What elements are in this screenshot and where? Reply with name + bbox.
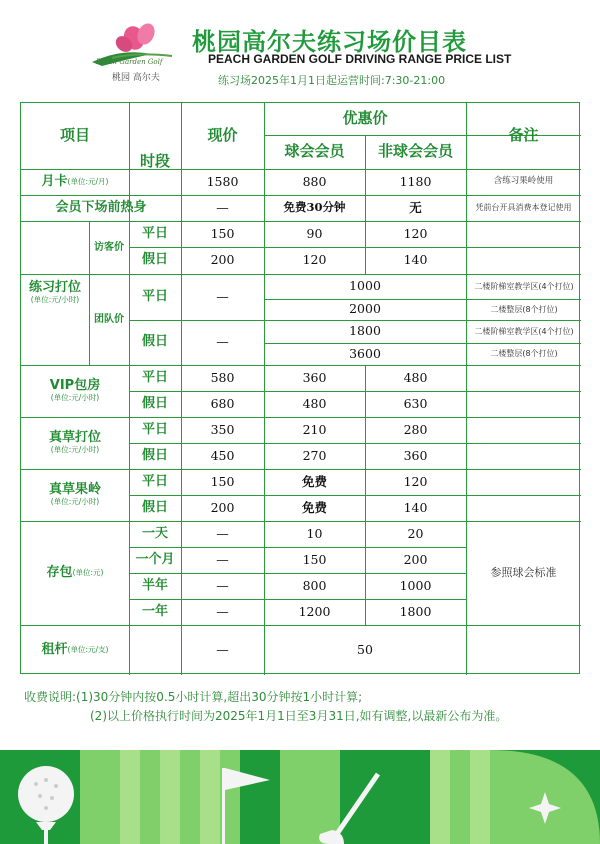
package-nonmember-2: 1000: [399, 577, 432, 593]
vip-wd-member: 360: [302, 369, 327, 385]
monthly-note: 含练习果岭使用: [493, 176, 554, 187]
practice-v-wd-price: 150: [210, 225, 235, 241]
grass-wd-member: 210: [302, 421, 327, 437]
monthly-nonmember: 1180: [399, 173, 432, 189]
green-hd-nonmember: 140: [403, 499, 428, 515]
header-member: 球会会员: [284, 142, 345, 161]
page-title: 桃园高尔夫练习场价目表: [192, 28, 467, 56]
logo-text-cn: 桃园 高尔夫: [112, 73, 160, 83]
row-warmup-label: 会员下场前热身: [55, 199, 147, 215]
practice-t-hd-2-note: 二楼整层(8个打位): [490, 349, 558, 358]
package-period-2: 半年: [141, 577, 168, 593]
fee-note-1: 收费说明:(1)30分钟内按0.5小时计算,超出30分钟按1小时计算;: [24, 690, 363, 704]
grass-hd-nonmember: 360: [403, 447, 428, 463]
package-member-3: 1200: [298, 603, 331, 619]
header: [0, 0, 600, 100]
package-member-2: 800: [302, 577, 327, 593]
row-green-label: 真草果岭 (单位:元/小时): [48, 482, 101, 507]
warmup-note: 凭前台开具消费本登记使用: [475, 203, 572, 212]
row-monthly-label: 月卡 (单位:元/月): [41, 173, 109, 189]
warmup-price: —: [216, 199, 229, 215]
green-hd-member: 免费: [301, 499, 327, 515]
package-period-0: 一天: [141, 525, 168, 541]
row-grass-label: 真草打位 (单位:元/小时): [48, 430, 101, 455]
warmup-nonmember: 无: [409, 199, 422, 215]
practice-visitor-weekday: 平日: [141, 225, 168, 241]
vip-wd-price: 580: [210, 369, 235, 385]
fee-note-2: (2)以上价格执行时间为2025年1月1日至3月31日,如有调整,以最新公布为准。: [90, 709, 508, 724]
practice-t-wd-1-note: 二楼阶梯室教学区(4个打位): [474, 281, 574, 291]
package-member-0: 10: [306, 525, 323, 541]
package-nonmember-0: 20: [407, 525, 424, 541]
grass-holiday: 假日: [141, 447, 168, 463]
green-wd-member: 免费: [301, 473, 327, 489]
grass-hd-price: 450: [210, 447, 235, 463]
vip-holiday: 假日: [141, 395, 168, 411]
practice-t-wd-2: 2000: [349, 301, 381, 317]
green-hd-price: 200: [210, 499, 235, 515]
practice-visitor-holiday: 假日: [141, 252, 168, 268]
package-member-1: 150: [302, 551, 327, 567]
grass-wd-nonmember: 280: [403, 421, 428, 437]
row-practice-label: 练习打位 (单位:元/小时): [28, 280, 81, 305]
green-wd-nonmember: 120: [403, 473, 428, 489]
header-nonmember: 非球会会员: [377, 142, 453, 161]
grass-weekday: 平日: [141, 421, 168, 437]
row-package-label: 存包 (单位:元): [46, 564, 104, 580]
header-price: 现价: [207, 126, 238, 145]
practice-v-wd-member: 90: [306, 225, 323, 241]
vip-weekday: 平日: [141, 369, 168, 385]
practice-v-hd-price: 200: [210, 252, 235, 268]
warmup-member: 免费30分钟: [283, 200, 346, 215]
practice-v-hd-member: 120: [302, 252, 327, 268]
practice-visitor-label: 访客价: [94, 241, 124, 253]
vip-hd-nonmember: 630: [403, 395, 428, 411]
package-price-0: —: [216, 525, 229, 541]
rental-value: 50: [357, 641, 373, 657]
practice-team-holiday: 假日: [141, 334, 168, 350]
package-nonmember-3: 1800: [399, 603, 432, 619]
operating-hours: 练习场2025年1月1日起运营时间:7:30-21:00: [218, 74, 446, 87]
header-note: 备注: [508, 126, 539, 145]
package-price-3: —: [216, 603, 229, 619]
page-subtitle: PEACH GARDEN GOLF DRIVING RANGE PRICE LIST: [208, 52, 512, 66]
header-discount: 优惠价: [342, 109, 388, 128]
grass-wd-price: 350: [210, 421, 235, 437]
monthly-member: 880: [302, 173, 327, 189]
practice-t-hd-price: —: [216, 334, 229, 350]
logo-text-en: Peach Garden Golf: [96, 58, 163, 66]
package-price-1: —: [216, 551, 229, 567]
rental-price: —: [216, 641, 229, 657]
practice-t-hd-1: 1800: [349, 323, 381, 339]
package-period-1: 一个月: [135, 551, 175, 567]
price-table: [20, 102, 580, 674]
row-vip-label: VIP包房 (单位:元/小时): [49, 378, 101, 403]
practice-team-label: 团队价: [94, 313, 124, 325]
golf-banner: [0, 750, 600, 844]
package-price-2: —: [216, 577, 229, 593]
practice-t-hd-2: 3600: [349, 345, 381, 361]
practice-t-wd-1: 1000: [349, 278, 381, 294]
vip-hd-price: 680: [210, 395, 235, 411]
monthly-price: 1580: [206, 173, 239, 189]
fee-notes: [24, 688, 507, 726]
green-weekday: 平日: [141, 473, 168, 489]
practice-v-hd-nonmember: 140: [403, 252, 428, 268]
practice-team-weekday: 平日: [141, 288, 168, 304]
practice-t-wd-price: —: [216, 288, 229, 304]
package-note: 参照球会标准: [490, 565, 557, 579]
header-period: 时段: [139, 152, 170, 171]
practice-t-wd-2-note: 二楼整层(8个打位): [490, 304, 558, 314]
practice-t-hd-1-note: 二楼阶梯室教学区(4个打位): [474, 326, 574, 336]
green-holiday: 假日: [141, 499, 168, 515]
vip-wd-nonmember: 480: [403, 369, 428, 385]
green-wd-price: 150: [210, 473, 235, 489]
row-rental-label: 租杆 (单位:元/支): [41, 641, 109, 657]
grass-hd-member: 270: [302, 447, 327, 463]
package-nonmember-1: 200: [403, 551, 428, 567]
header-item: 项目: [59, 126, 90, 145]
practice-v-wd-nonmember: 120: [403, 225, 428, 241]
package-period-3: 一年: [141, 603, 168, 619]
vip-hd-member: 480: [302, 395, 327, 411]
